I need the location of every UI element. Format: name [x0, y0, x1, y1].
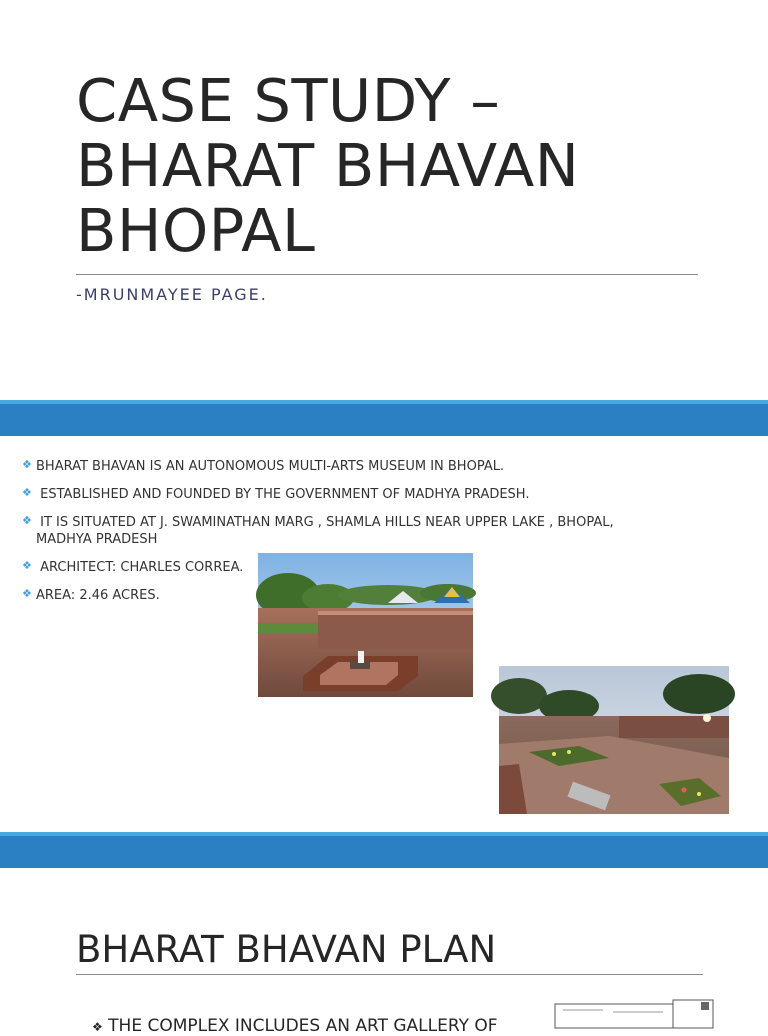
bullet-item — [22, 514, 642, 548]
bullet-text: ARCHITECT: CHARLES CORREA. — [36, 560, 244, 575]
bullet-text: IT IS SITUATED AT J. SWAMINATHAN MARG , SHAMLA HILLS NEAR UPPER LAKE , BHOPAL, MADHYA PRADESH — [36, 515, 618, 547]
bullet-text: BHARAT BHAVAN IS AN AUTONOMOUS MULTI-ARTS MUSEUM IN BHOPAL. — [36, 459, 505, 474]
diamond-bullet-icon: ❖ — [22, 514, 32, 527]
bullet-item — [92, 1016, 498, 1036]
bullet-item — [22, 458, 642, 475]
slide-divider-bar — [0, 400, 768, 436]
slide-title: CASE STUDY – BHARAT BHAVAN BHOPAL — [76, 66, 580, 265]
bullet-text: ESTABLISHED AND FOUNDED BY THE GOVERNMENT OF MADHYA PRADESH. — [36, 487, 530, 502]
overview-slide — [0, 436, 768, 832]
plan-slide — [0, 868, 768, 1036]
courtyard-night-photo — [499, 666, 729, 814]
plan-title: BHARAT BHAVAN PLAN — [76, 928, 497, 971]
diamond-bullet-icon: ❖ — [22, 587, 32, 600]
bullet-item — [22, 486, 642, 503]
bullet-text: THE COMPLEX INCLUDES AN ART GALLERY OF — [108, 1016, 498, 1036]
diamond-bullet-icon: ❖ — [22, 486, 32, 499]
floor-plan-drawing — [553, 998, 716, 1028]
title-divider — [76, 274, 698, 275]
bullet-text: AREA: 2.46 ACRES. — [36, 588, 160, 603]
slide-subtitle: -MRUNMAYEE PAGE. — [76, 285, 268, 304]
diamond-bullet-icon: ❖ — [92, 1020, 103, 1034]
slide-divider-bar — [0, 832, 768, 868]
diamond-bullet-icon: ❖ — [22, 559, 32, 572]
title-divider — [76, 974, 703, 975]
diamond-bullet-icon: ❖ — [22, 458, 32, 471]
courtyard-day-photo — [258, 553, 473, 697]
title-slide — [0, 0, 768, 400]
